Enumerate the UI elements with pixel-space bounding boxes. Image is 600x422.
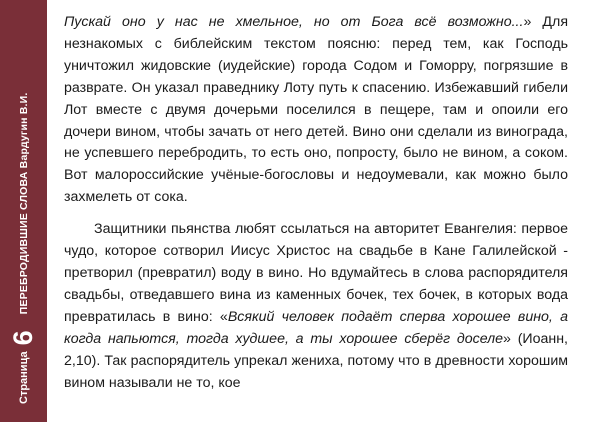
page-label: Страница — [17, 351, 30, 404]
sidebar-rotated-label — [0, 0, 47, 422]
quote-fragment: Пускай оно у нас не хмельное, но от Бога всё возможно... — [64, 14, 524, 30]
gospel-quote: Всякий человек подаёт сперва хорошее вино, а когда напьются, тогда худшее, а ты хорошее сберёг доселе — [64, 308, 568, 347]
paragraph-1 — [64, 12, 568, 209]
sidebar — [0, 0, 47, 422]
paragraph-2-text-a: Защитники пьянства любят ссылаться на авторитет Евангелия: первое чудо, которое сотворил Иисус Христос на свадьбе в Кане Галилейской - претворил (превратил) воду в вино. Но вдумайтесь в слова распорядителя свадьбы, отведавшего вина из каменных бочек, тех бочек, в которых вода превратилась в вино: « — [64, 221, 568, 325]
page-body — [64, 12, 568, 394]
paragraph-1-text: » Для незнакомых с библейским текстом поясню: перед тем, как Господь уничтожил жидовские (иудейские) города Содом и Гоморру, погрязшие в разврате. Он указал праведнику Лоту путь к спасению. Избежавший гибели Лот вместе с двумя дочерьми поселился в пещере, там и опоили его дочери вином, чтобы зачать от него детей. Вино они сделали из винограда, не успевшего перебродить, то есть оно, попросту, было не вином, а соком. Вот малороссийские учёные-богословы и недоумевали, как можно было захмелеть от сока. — [64, 14, 569, 206]
series-title: ПЕРЕБРОДИВШИЕ СЛОВА Вардугин В.И. — [17, 92, 30, 315]
paragraph-2 — [64, 219, 568, 394]
page-number: 6 — [8, 330, 38, 346]
paragraph-2-text-b: » (Иоанн, 2,10). Так распорядитель упрекал жениха, потому что в древности хорошим вином называли не то, кое — [64, 330, 569, 391]
